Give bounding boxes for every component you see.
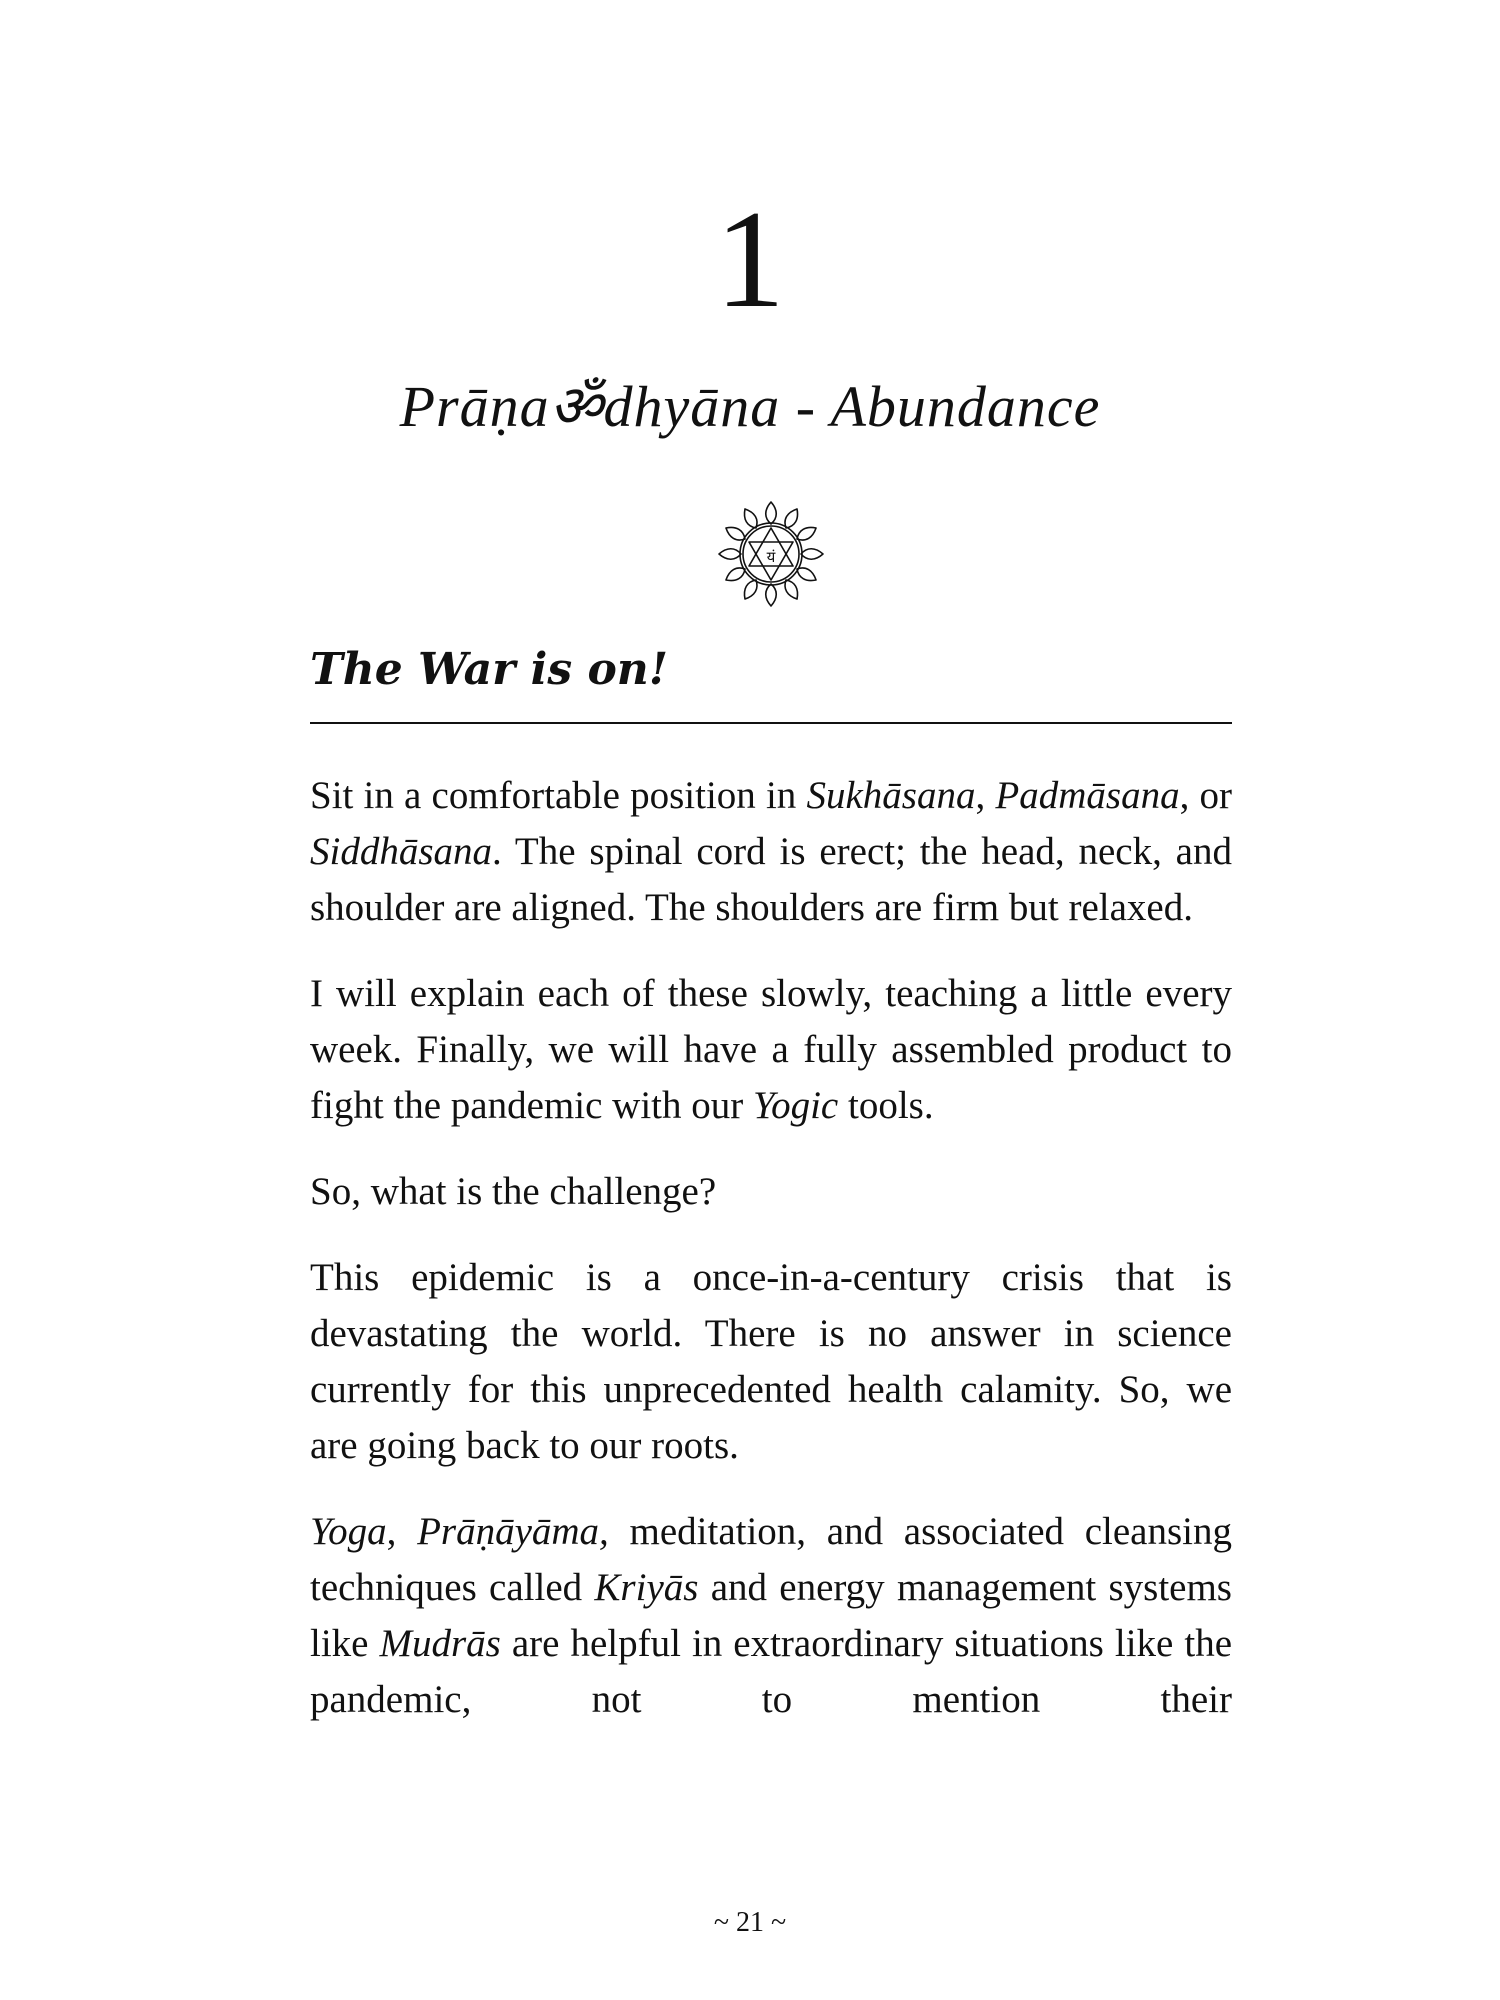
text-run: Sit in a comfortable position in — [310, 774, 807, 817]
text-run: are helpful in extraordinary situations like the pandemic, not to mention their — [310, 1622, 1233, 1721]
paragraph-1 — [310, 768, 1232, 936]
italic-term: Padmāsana — [995, 774, 1180, 817]
paragraph-4 — [310, 1250, 1232, 1474]
text-run: . The spinal cord is erect; the head, neck, and shoulder are aligned. The shoulders are firm but relaxed. — [310, 830, 1232, 929]
body-text — [310, 768, 1232, 1758]
text-run: , or — [1179, 774, 1233, 817]
text-run: meditation, and associated cleansing techniques called — [310, 1510, 1233, 1609]
paragraph-5 — [310, 1504, 1232, 1728]
text-run: So, what is the challenge? — [310, 1170, 717, 1213]
paragraph-3 — [310, 1164, 1232, 1220]
heading-divider — [310, 722, 1232, 724]
chakra-seed-glyph: यं — [766, 548, 776, 566]
italic-term: Yoga — [310, 1510, 387, 1553]
text-run: tools. — [838, 1084, 934, 1127]
text-run: This epidemic is a once-in-a-century crisis that is devastating the world. There is no answer in science currently for this unprecedented health calamity. So, we are going back to our roots. — [310, 1256, 1232, 1467]
text-run: , — [386, 1510, 418, 1553]
italic-term: Mudrās — [379, 1622, 501, 1665]
page-number: ~ 21 ~ — [713, 1907, 787, 1938]
italic-term: Yogic — [752, 1084, 839, 1127]
paragraph-2 — [310, 966, 1232, 1134]
italic-term: Prāṇāyāma, — [417, 1510, 609, 1553]
chapter-title: Prāṇaॐdhyāna - Abundance — [399, 374, 1101, 439]
text-run: , — [975, 774, 996, 817]
chapter-number: 1 — [715, 182, 785, 337]
text-run: and energy management systems like — [310, 1566, 1232, 1665]
italic-term: Siddhāsana — [310, 830, 493, 873]
section-heading: The War is on! — [310, 644, 669, 695]
italic-term: Kriyās — [594, 1566, 699, 1609]
heart-chakra-icon — [715, 498, 827, 610]
text-run: I will explain each of these slowly, teaching a little every week. Finally, we will have a fully assembled product to fight the pandemic with our — [310, 972, 1232, 1127]
italic-term: Sukhāsana — [806, 774, 976, 817]
